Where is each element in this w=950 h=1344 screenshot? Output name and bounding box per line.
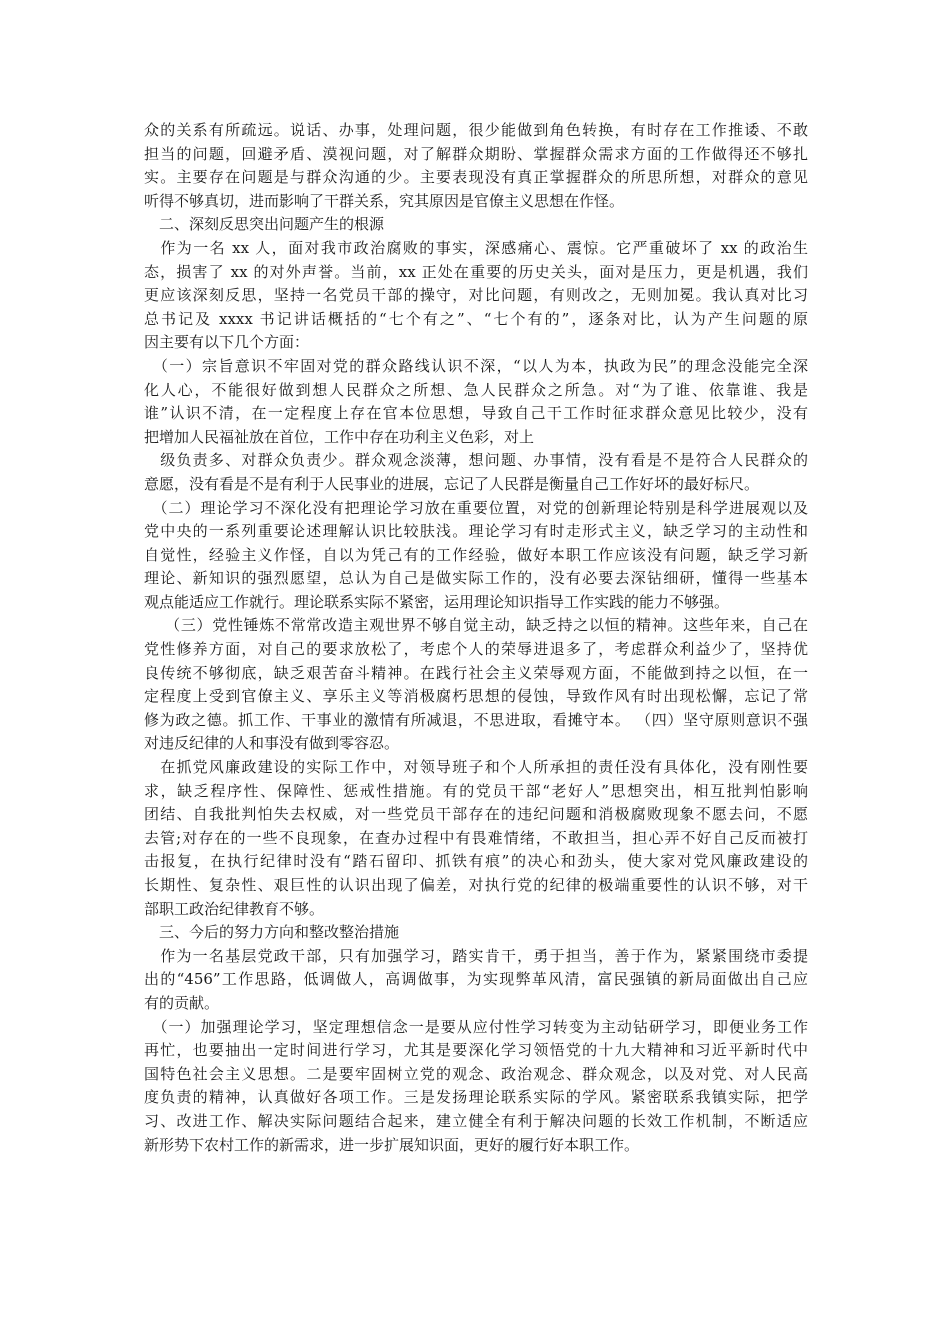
text-line: 众的关系有所疏远。说话、办事，处理问题，很少能做到角色转换，有时存在工作推诿、不敢 xyxy=(144,121,808,139)
text-line: 部职工政治纪律教育不够。 xyxy=(144,899,325,918)
text-line: 谁”认识不清，在一定程度上存在官本位思想，导致自己干工作时征求群众意见比较少，没有 xyxy=(144,404,808,423)
document-page xyxy=(144,119,808,1157)
text-line: 化人心，不能很好做到想人民群众之所想、急人民群众之所急。对“为了谁、依靠谁、我是 xyxy=(144,380,808,399)
text-line: 击报复，在执行纪律时没有“踏石留印、抓铁有痕”的决心和劲头，使大家对党风廉政建设的 xyxy=(144,852,808,871)
text-line: 修为政之德。抓工作、干事业的激情有所减退，不思进取，看摊守本。 （四）坚守原则意识不强 xyxy=(144,710,808,729)
body-paragraph xyxy=(144,497,808,615)
text-line: 担当的问题，回避矛盾、漠视问题，对了解群众期盼、掌握群众需求方面的工作做得还不够扎 xyxy=(144,144,808,163)
text-line: 把增加人民福祉放在首位，工作中存在功利主义色彩，对上 xyxy=(144,427,535,446)
text-line: 定程度上受到官僚主义、享乐主义等消极腐朽思想的侵蚀，导致作风有时出现松懈，忘记了常 xyxy=(144,687,808,706)
text-line: 有的贡献。 xyxy=(144,993,220,1012)
text-line: 良传统不够彻底，缺乏艰苦奋斗精神。在践行社会主义荣辱观方面，不能做到持之以恒，在一 xyxy=(144,663,808,682)
text-line: 二、深刻反思突出问题产生的根源 xyxy=(144,215,385,234)
text-line: （三）党性锤炼不常常改造主观世界不够自觉主动，缺乏持之以恒的精神。这些年来，自己在 xyxy=(144,616,808,635)
text-line: 三、今后的努力方向和整改整治措施 xyxy=(144,923,400,942)
text-line: 态，损害了 xx 的对外声誉。当前，xx 正处在重要的历史关头，面对是压力，更是机遇，我们 xyxy=(144,262,808,281)
text-line: 对违反纪律的人和事没有做到零容忍。 xyxy=(144,734,400,753)
body-paragraph xyxy=(144,355,808,449)
body-paragraph xyxy=(144,1016,808,1158)
text-line: 在抓党风廉政建设的实际工作中，对领导班子和个人所承担的责任没有具体化，没有刚性要 xyxy=(144,758,808,777)
text-line: 党性修养方面，对自己的要求放松了，考虑个人的荣辱进退多了，考虑群众利益少了，坚持优 xyxy=(144,640,808,659)
text-line: 级负责多、对群众负责少。群众观念淡薄，想问题、办事情，没有看是不是符合人民群众的 xyxy=(144,451,808,470)
text-line: 求，缺乏程序性、保障性、惩戒性措施。有的党员干部“老好人”思想突出，相互批判怕影响 xyxy=(144,781,808,800)
text-line: 度负责的精神，认真做好各项工作。三是发扬理论联系实际的学风。紧密联系我镇实际，把学 xyxy=(144,1088,808,1107)
body-paragraph xyxy=(144,119,808,213)
text-line: （一）加强理论学习，坚定理想信念一是要从应付性学习转变为主动钻研学习，即便业务工作 xyxy=(144,1017,808,1036)
body-paragraph xyxy=(144,213,808,237)
text-line: 自觉性，经验主义作怪，自以为凭己有的工作经验，做好本职工作应该没有问题，缺乏学习新 xyxy=(144,545,808,564)
text-line: 出的“456”工作思路，低调做人，高调做事，为实现弊革风清，富民强镇的新局面做出自己应 xyxy=(144,970,808,989)
text-line: （二）理论学习不深化没有把理论学习放在重要位置，对党的创新理论特别是科学进展观以及 xyxy=(144,498,808,517)
text-line: 更应该深刻反思，坚持一名党员干部的操守，对比问题，有则改之，无则加冕。我认真对比习 xyxy=(144,286,808,305)
text-line: 长期性、复杂性、艰巨性的认识出现了偏差，对执行党的纪律的极端重要性的认识不够，对干 xyxy=(144,876,808,894)
text-line: 听得不够真切，进而影响了干群关系，究其原因是官僚主义思想在作怪。 xyxy=(144,191,625,210)
text-line: 意愿，没有看是不是有利于人民事业的进展，忘记了人民群是衡量自己工作好坏的最好标尺。 xyxy=(144,474,760,493)
body-paragraph xyxy=(144,614,808,756)
text-line: 实。主要存在问题是与群众沟通的少。主要表现没有真正掌握群众的所思所想，对群众的意见 xyxy=(144,168,808,187)
text-line: 习、改进工作、解决实际问题结合起来，建立健全有利于解决问题的长效工作机制，不断适应 xyxy=(144,1111,808,1130)
text-line: 去管;对存在的一些不良现象，在查办过程中有畏难情绪，不敢担当，担心弄不好自己反而被打 xyxy=(144,828,808,847)
text-line: 作为一名 xx 人，面对我市政治腐败的事实，深感痛心、震惊。它严重破坏了 xx 的政治生 xyxy=(144,238,808,257)
text-line: 因主要有以下几个方面： xyxy=(144,333,310,352)
body-paragraph xyxy=(144,449,808,496)
text-line: 党中央的一系列重要论述理解认识比较肤浅。理论学习有时走形式主义，缺乏学习的主动性和 xyxy=(144,522,808,541)
text-line: 观点能适应工作就行。理论联系实际不紧密，运用理论知识指导工作实践的能力不够强。 xyxy=(144,592,730,611)
text-line: 国特色社会主义思想。二是要牢固树立党的观念、政治观念、群众观念，以及对党、对人民高 xyxy=(144,1064,808,1083)
text-line: 再忙，也要抽出一定时间进行学习，尤其是要深化学习领悟党的十九大精神和习近平新时代中 xyxy=(144,1041,808,1060)
body-paragraph xyxy=(144,756,808,921)
text-line: （一）宗旨意识不牢固对党的群众路线认识不深，“以人为本，执政为民”的理念没能完全深 xyxy=(144,356,808,375)
text-line: 新形势下农村工作的新需求，进一步扩展知识面，更好的履行好本职工作。 xyxy=(144,1135,640,1154)
text-line: 作为一名基层党政干部，只有加强学习，踏实肯干，勇于担当，善于作为，紧紧围绕市委提 xyxy=(144,946,808,965)
text-line: 总书记及 xxxx 书记讲话概括的“七个有之”、“七个有的”，逐条对比，认为产生问题的原 xyxy=(144,309,808,328)
body-paragraph xyxy=(144,921,808,945)
body-paragraph xyxy=(144,945,808,1016)
body-paragraph xyxy=(144,237,808,355)
text-line: 团结、自我批判怕失去权威，对一些党员干部存在的违纪问题和消极腐败现象不愿去问，不愿 xyxy=(144,805,808,824)
text-line: 理论、新知识的强烈愿望，总认为自己是做实际工作的，没有必要去深钻细研，懂得一些基本 xyxy=(144,569,808,588)
